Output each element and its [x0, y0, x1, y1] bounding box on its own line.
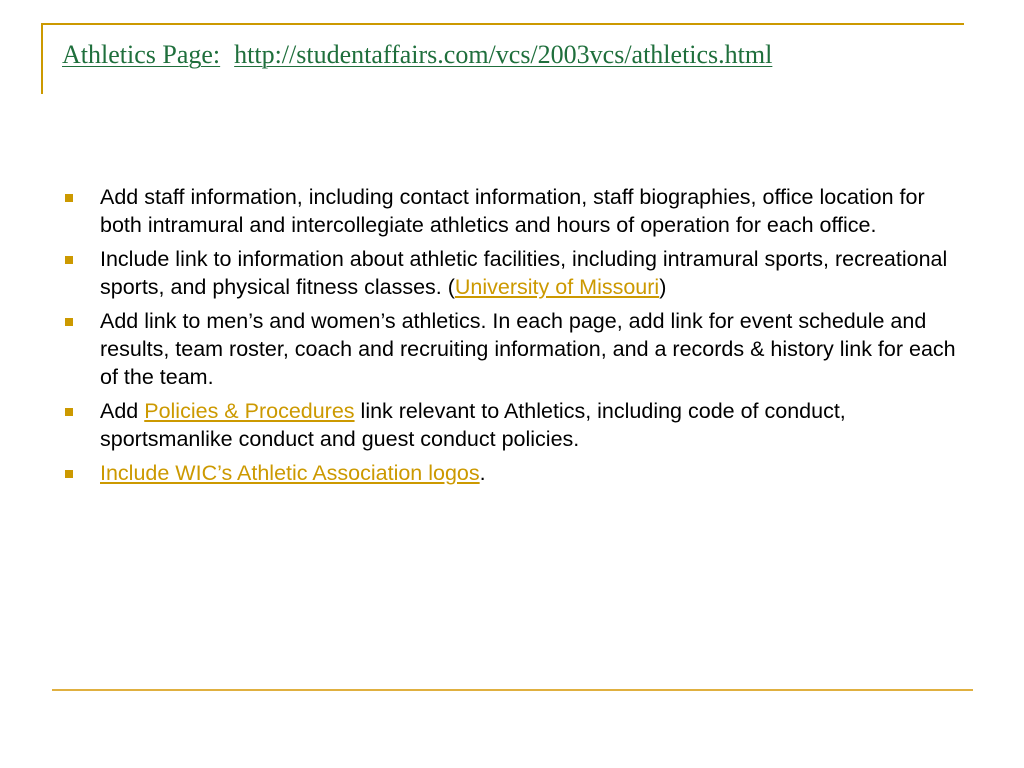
- bullet-item-facilities: [62, 245, 962, 301]
- square-bullet-icon: [65, 318, 73, 326]
- title-label-link[interactable]: Athletics Page:: [62, 40, 221, 69]
- square-bullet-icon: [65, 194, 73, 202]
- square-bullet-icon: [65, 408, 73, 416]
- bullet-text-before: Include link to information about athletic facilities, including intramural sports, recreational sports, and physical fitness classes. (: [100, 247, 948, 299]
- title-url-link[interactable]: http://studentaffairs.com/vcs/2003vcs/athletics.html: [234, 40, 773, 69]
- bullet-text: Add link to men’s and women’s athletics. In each page, add link for event schedule and results, team roster, coach and recruiting information, and a records & history link for each of the team.: [100, 309, 956, 389]
- university-of-missouri-link[interactable]: University of Missouri: [454, 275, 660, 299]
- slide-title: [62, 38, 772, 72]
- athletic-association-logos-link[interactable]: Include WIC’s Athletic Association logos: [100, 461, 480, 485]
- bullet-item-policies: [62, 397, 962, 453]
- bullet-text-before: Add: [100, 399, 145, 423]
- footer-rule: [52, 689, 973, 691]
- square-bullet-icon: [65, 256, 73, 264]
- bullet-item-logos: [62, 459, 962, 487]
- bullet-text-after: link relevant to Athletics, including code of conduct, sportsmanlike conduct and guest conduct policies.: [100, 399, 846, 451]
- bullet-list: [62, 183, 962, 493]
- policies-procedures-link[interactable]: Policies & Procedures: [144, 399, 355, 423]
- bullet-item-athletics-links: [62, 307, 962, 391]
- bullet-item-staff-info: [62, 183, 962, 239]
- bullet-text: Add staff information, including contact information, staff biographies, office location for both intramural and intercollegiate athletics and hours of operation for each office.: [100, 185, 925, 237]
- bullet-text-after: ): [659, 275, 667, 299]
- title-frame-top-rule: [42, 23, 964, 25]
- square-bullet-icon: [65, 470, 73, 478]
- title-frame-left-rule: [41, 23, 43, 94]
- bullet-text-after: .: [479, 461, 486, 485]
